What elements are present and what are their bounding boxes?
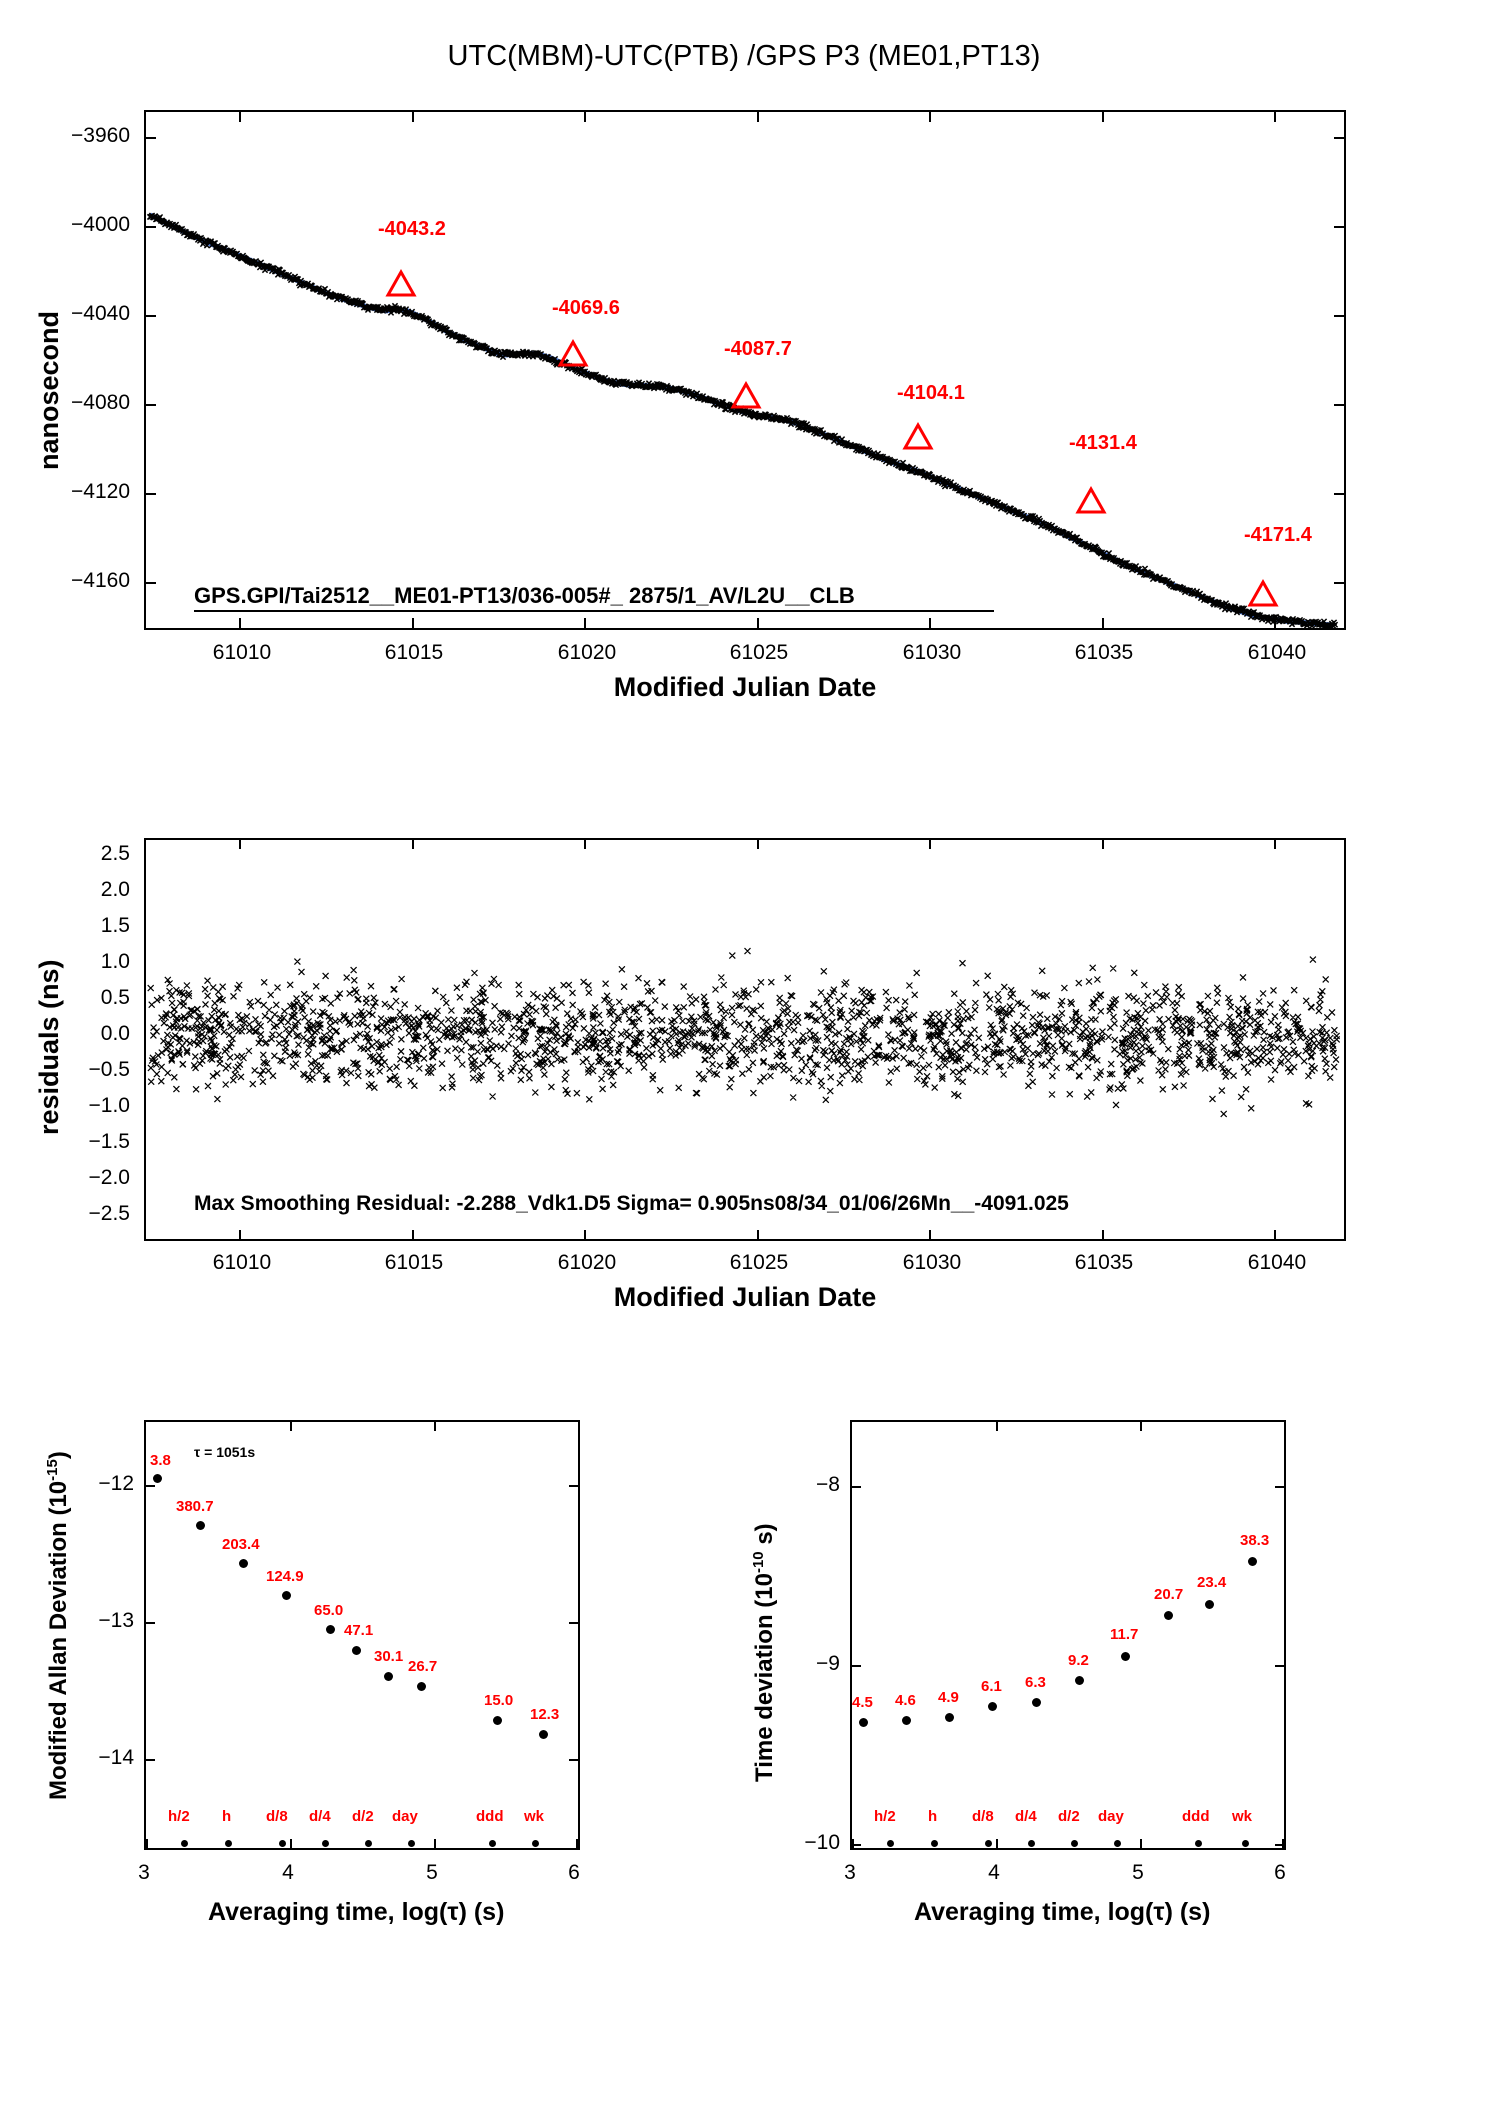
tdev-point-7: [1164, 1611, 1173, 1620]
panel2-ytick-8: −1.5: [88, 1130, 130, 1153]
panel2-ytick-6: −0.5: [88, 1058, 130, 1081]
residuals-plot: [144, 838, 1346, 1241]
mdev-tau-mark-2: [279, 1840, 286, 1847]
mdev-label-2: 203.4: [222, 1536, 260, 1553]
panel3-xlabel: [208, 1898, 504, 1927]
tdev-label-7: 20.7: [1154, 1586, 1184, 1603]
panel4-xtick-1: 4: [988, 1861, 1000, 1884]
tdev-label-3: 6.1: [981, 1678, 1002, 1695]
tdev-tau-mark-3: [1028, 1840, 1035, 1847]
panel4-ylabel-text: Time deviation (10: [751, 1573, 778, 1782]
panel4-xtick-2: 5: [1132, 1861, 1144, 1884]
panel4-xlabel-pre: Averaging time, log(: [914, 1898, 1154, 1926]
panel2-ytick-10: −2.5: [88, 1202, 130, 1225]
panel2-ytick-3: 1.0: [100, 950, 130, 973]
panel3-xlabel-post: ) (s): [458, 1898, 505, 1926]
tdev-point-0: [859, 1718, 868, 1727]
panel4-xlabel-post: ) (s): [1164, 1898, 1211, 1926]
tdev-tau-label-0: h/2: [874, 1808, 896, 1825]
panel3-xtick-3: 6: [568, 1861, 580, 1884]
marker-label-3: -4087.7: [724, 338, 792, 360]
panel4-xtick-3: 6: [1274, 1861, 1286, 1884]
panel2-ytick-0: 2.5: [100, 842, 130, 865]
panel1-xtick-4: 61030: [902, 641, 962, 664]
tdev-tau-mark-1: [931, 1840, 938, 1847]
panel1-markers: [146, 112, 1344, 628]
mdev-label-1: 380.7: [176, 1498, 214, 1515]
mdev-tau-label-3: d/4: [309, 1808, 331, 1825]
panel1-ytick-0: −3960: [71, 124, 130, 147]
mdev-tau-label-0: h/2: [168, 1808, 190, 1825]
panel3-xlabel-tau: τ: [447, 1898, 459, 1926]
dataset-tag-underline: [194, 610, 994, 612]
mdev-point-4: [326, 1625, 335, 1634]
panel2-xtick-5: 61035: [1074, 1251, 1134, 1274]
panel2-ytick-1: 2.0: [100, 878, 130, 901]
tdev-label-1: 4.6: [895, 1692, 916, 1709]
mdev-tau-note: τ = 1051s: [194, 1444, 256, 1460]
marker-label-4: -4104.1: [897, 382, 965, 404]
mdev-point-5: [352, 1646, 361, 1655]
panel4-ylabel-tail: s): [751, 1523, 778, 1552]
mdev-label-9: 12.3: [530, 1706, 560, 1723]
tdev-point-4: [1032, 1698, 1041, 1707]
tdev-tau-mark-5: [1114, 1840, 1121, 1847]
marker-label-1: -4043.2: [378, 218, 446, 240]
panel1-xlabel: Modified Julian Date: [613, 672, 877, 702]
tdev-tau-mark-7: [1242, 1840, 1249, 1847]
tdev-tau-mark-6: [1195, 1840, 1202, 1847]
page-title: UTC(MBM)-UTC(PTB) /GPS P3 (ME01,PT13): [447, 40, 1041, 72]
panel3-xtick-0: 3: [138, 1861, 150, 1884]
panel2-canvas: [146, 840, 1344, 1239]
tdev-label-6: 11.7: [1110, 1626, 1139, 1643]
mdev-point-1: [196, 1521, 205, 1530]
mdev-tau-mark-5: [408, 1840, 415, 1847]
panel3-ylabel-text: Modified Allan Deviation (10: [45, 1480, 72, 1800]
mdev-tau-label-1: h: [222, 1808, 232, 1825]
panel3-xtick-2: 5: [426, 1861, 438, 1884]
panel1-xtick-2: 61020: [557, 641, 617, 664]
mdev-tau-mark-0: [181, 1840, 188, 1847]
tdev-point-8: [1205, 1600, 1214, 1609]
tdev-tau-label-1: h: [928, 1808, 938, 1825]
panel4-xlabel: [914, 1898, 1210, 1927]
tdev-label-5: 9.2: [1068, 1652, 1089, 1669]
mdev-tau-label-2: d/8: [266, 1808, 288, 1825]
mdev-label-8: 15.0: [484, 1692, 514, 1709]
tdev-tau-mark-4: [1071, 1840, 1078, 1847]
panel2-ytick-7: −1.0: [88, 1094, 130, 1117]
panel4-ytick-0: −8: [816, 1473, 840, 1496]
panel1-ytick-4: −4120: [71, 480, 130, 503]
mdev-tau-mark-4: [365, 1840, 372, 1847]
tdev-label-2: 4.9: [938, 1689, 959, 1706]
mdev-point-9: [539, 1730, 548, 1739]
mdev-label-0: 3.8: [150, 1452, 171, 1469]
dataset-tag: GPS.GPI/Tai2512__ME01-PT13/036-005#_ 2875/1_AV/L2U__CLB: [194, 583, 855, 608]
tdev-label-8: 23.4: [1197, 1574, 1227, 1591]
panel4-ytick-2: −10: [804, 1831, 840, 1854]
tdev-plot: [850, 1420, 1286, 1850]
tdev-tau-label-6: ddd: [1182, 1808, 1210, 1825]
tdev-tau-mark-2: [985, 1840, 992, 1847]
panel2-ytick-2: 1.5: [100, 914, 130, 937]
panel2-xtick-4: 61030: [902, 1251, 962, 1274]
mdev-tau-label-5: day: [392, 1808, 418, 1825]
panel1-xtick-6: 61040: [1247, 641, 1307, 664]
tdev-tau-label-7: wk: [1232, 1808, 1253, 1825]
panel3-xlabel-pre: Averaging time, log(: [208, 1898, 448, 1926]
panel2-xlabel: Modified Julian Date: [613, 1282, 877, 1312]
mdev-point-2: [239, 1559, 248, 1568]
panel2-ylabel: residuals (ns): [34, 959, 64, 1135]
mdev-tau-label-6: ddd: [476, 1808, 504, 1825]
mdev-tau-mark-3: [322, 1840, 329, 1847]
marker-label-2: -4069.6: [552, 297, 620, 319]
tdev-point-9: [1248, 1557, 1257, 1566]
tdev-tau-label-4: d/2: [1058, 1808, 1080, 1825]
time-offset-plot: [144, 110, 1346, 630]
panel3-ylabel-exp: -15: [44, 1459, 61, 1481]
panel2-xtick-6: 61040: [1247, 1251, 1307, 1274]
panel4-ytick-1: −9: [816, 1652, 840, 1675]
panel3-ytick-2: −14: [98, 1746, 134, 1769]
panel1-xtick-5: 61035: [1074, 641, 1134, 664]
tdev-point-2: [945, 1713, 954, 1722]
panel2-ytick-4: 0.5: [100, 986, 130, 1009]
mdev-point-7: [417, 1682, 426, 1691]
mdev-label-3: 124.9: [266, 1568, 304, 1585]
panel4-xtick-0: 3: [844, 1861, 856, 1884]
tdev-label-0: 4.5: [852, 1694, 873, 1711]
tdev-tau-mark-0: [887, 1840, 894, 1847]
tdev-tau-label-5: day: [1098, 1808, 1124, 1825]
panel3-xtick-1: 4: [282, 1861, 294, 1884]
tdev-tau-label-3: d/4: [1015, 1808, 1037, 1825]
panel1-ytick-1: −4000: [71, 213, 130, 236]
mdev-point-6: [384, 1672, 393, 1681]
panel2-ytick-5: 0.0: [100, 1022, 130, 1045]
tdev-point-5: [1075, 1676, 1084, 1685]
mdev-label-6: 30.1: [374, 1648, 404, 1665]
mdev-tau-mark-7: [532, 1840, 539, 1847]
residuals-note: Max Smoothing Residual: -2.288_Vdk1.D5 Sigma= 0.905ns08/34_01/06/26Mn__-4091.025: [194, 1192, 1069, 1215]
mdev-point-0: [153, 1474, 162, 1483]
tdev-tau-label-2: d/8: [972, 1808, 994, 1825]
mdev-plot: [144, 1420, 580, 1850]
tdev-point-6: [1121, 1652, 1130, 1661]
panel1-ytick-5: −4160: [71, 569, 130, 592]
mdev-point-8: [493, 1716, 502, 1725]
mdev-point-3: [282, 1591, 291, 1600]
mdev-tau-label-4: d/2: [352, 1808, 374, 1825]
panel1-ytick-2: −4040: [71, 302, 130, 325]
panel3-ytick-0: −12: [98, 1472, 134, 1495]
tdev-point-3: [988, 1702, 997, 1711]
panel2-xtick-1: 61015: [384, 1251, 444, 1274]
panel1-xtick-0: 61010: [212, 641, 272, 664]
panel2-xtick-2: 61020: [557, 1251, 617, 1274]
panel3-ylabel-tail: ): [45, 1451, 72, 1460]
mdev-label-5: 47.1: [344, 1622, 374, 1639]
tdev-label-4: 6.3: [1025, 1674, 1046, 1691]
mdev-tau-mark-6: [489, 1840, 496, 1847]
panel4-xlabel-tau: τ: [1153, 1898, 1165, 1926]
panel1-ytick-3: −4080: [71, 391, 130, 414]
panel3-ytick-1: −13: [98, 1609, 134, 1632]
panel1-ylabel: nanosecond: [34, 310, 64, 470]
panel1-xtick-1: 61015: [384, 641, 444, 664]
mdev-label-7: 26.7: [408, 1658, 438, 1675]
mdev-tau-label-7: wk: [524, 1808, 545, 1825]
panel2-xtick-3: 61025: [729, 1251, 789, 1274]
mdev-tau-mark-1: [225, 1840, 232, 1847]
tdev-label-9: 38.3: [1240, 1532, 1270, 1549]
panel2-xtick-0: 61010: [212, 1251, 272, 1274]
panel4-ylabel-exp: -10: [750, 1551, 767, 1574]
panel4-ylabel: [750, 1523, 779, 1782]
panel1-xtick-3: 61025: [729, 641, 789, 664]
panel2-ytick-9: −2.0: [88, 1166, 130, 1189]
marker-label-6: -4171.4: [1244, 524, 1312, 546]
mdev-label-4: 65.0: [314, 1602, 344, 1619]
marker-label-5: -4131.4: [1069, 432, 1137, 454]
tdev-point-1: [902, 1716, 911, 1725]
panel3-ylabel: [44, 1451, 73, 1800]
